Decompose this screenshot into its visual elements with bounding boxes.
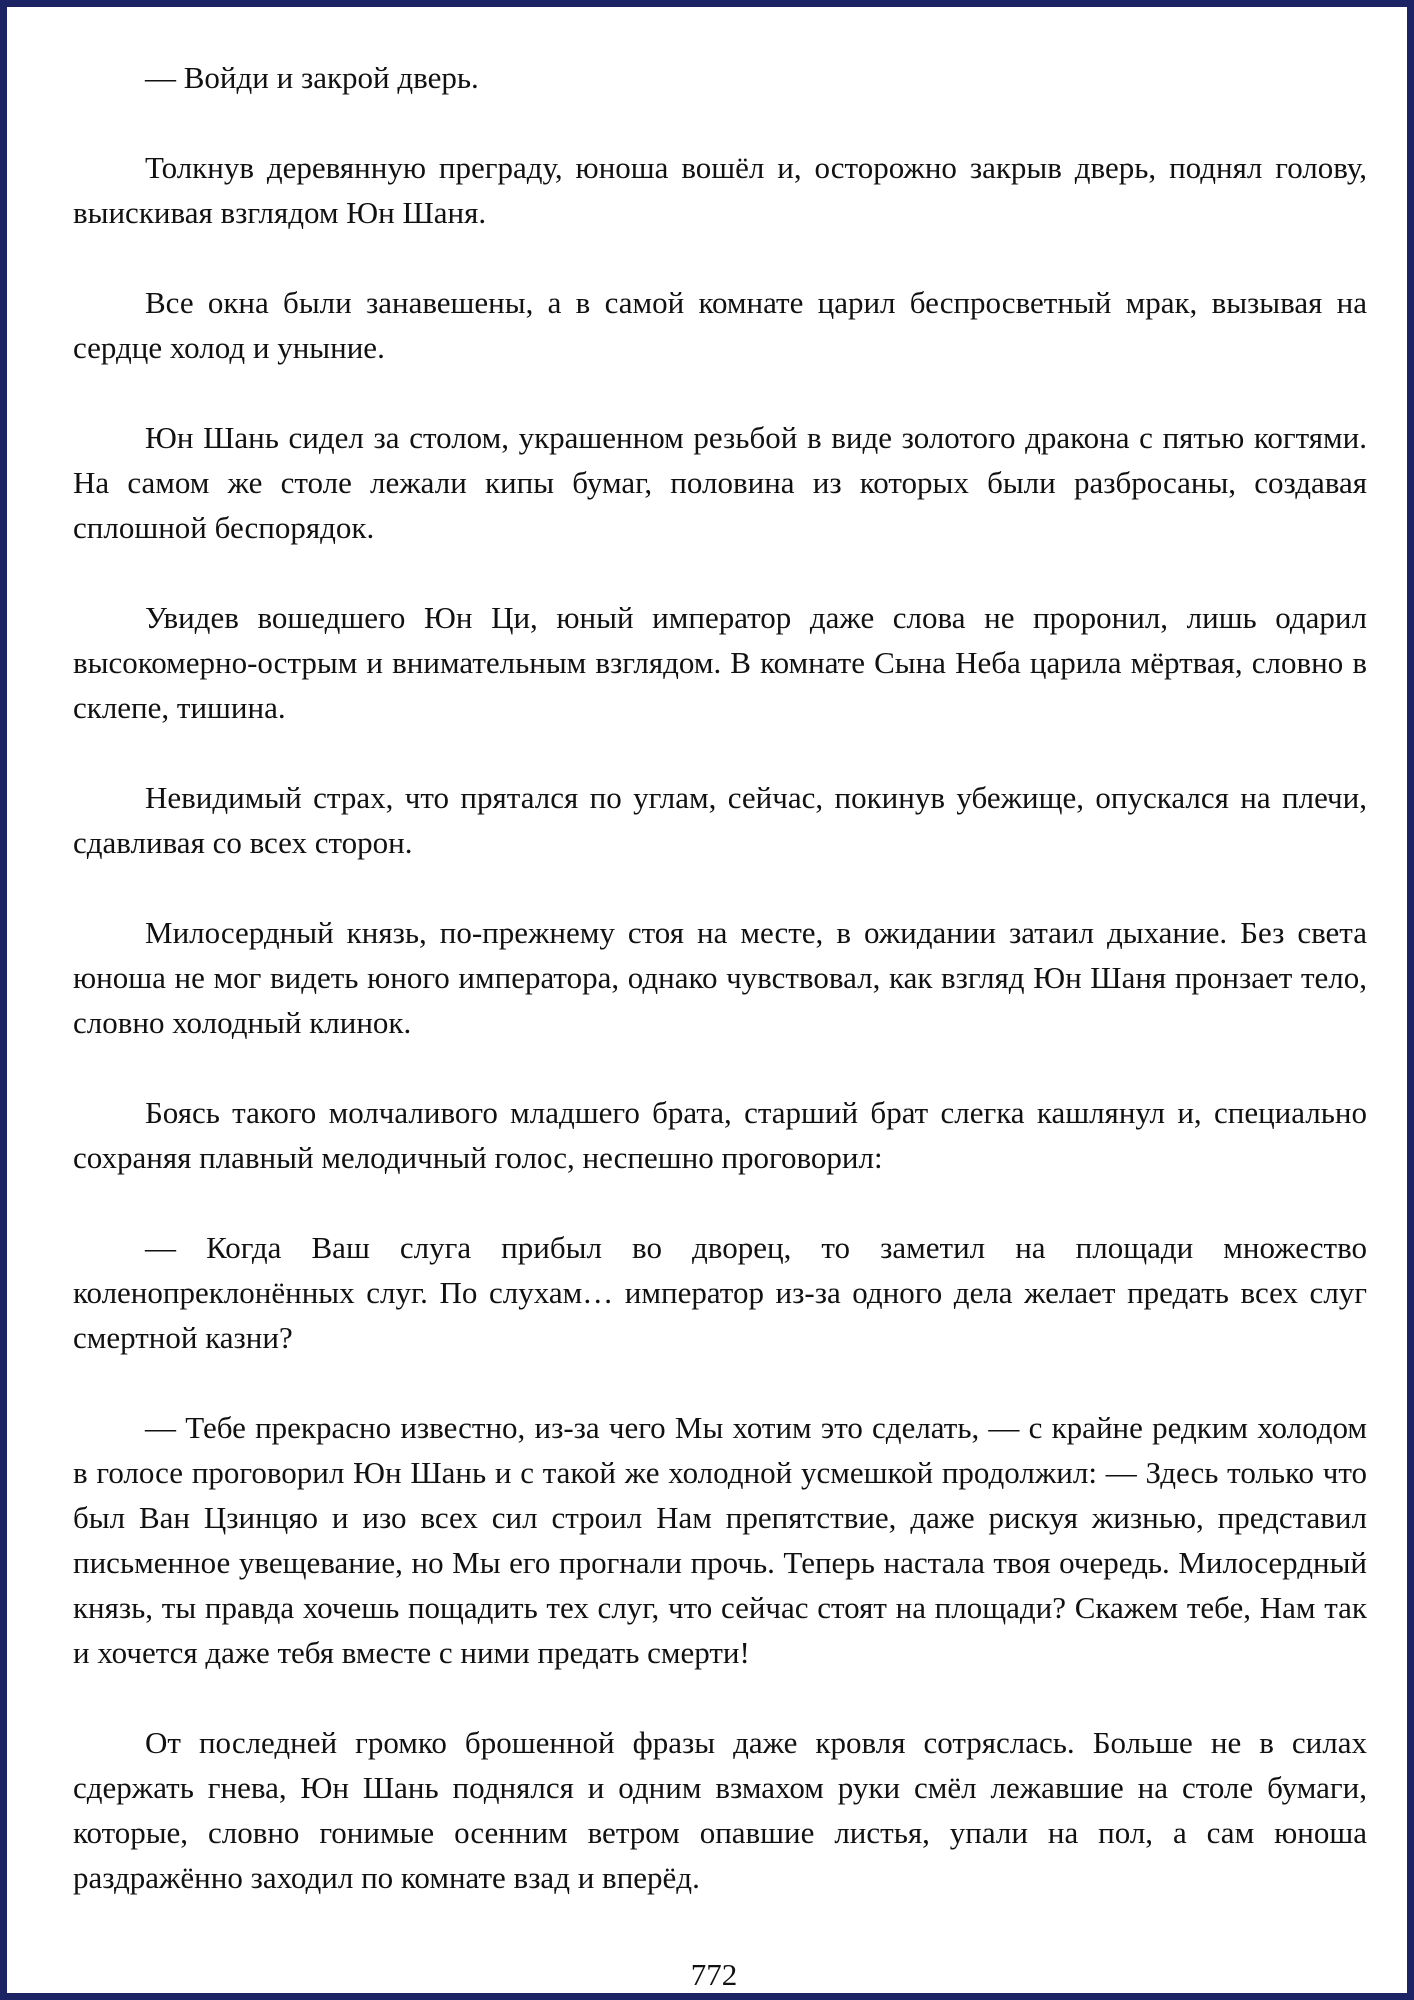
page-number: 772 xyxy=(690,1957,738,1992)
paragraph: — Войди и закрой дверь. xyxy=(145,60,479,95)
paragraph: Боясь такого молчаливого младшего брата, старший брат слегка кашлянул и, специально сохраняя плавный мелодичный голос, неспешно проговорил: xyxy=(73,1095,1367,1175)
paragraph: Толкнув деревянную преграду, юноша вошёл и, осторожно закрыв дверь, поднял голову, выискивая взглядом Юн Шаня. xyxy=(73,150,1367,230)
paragraph: — Когда Ваш слуга прибыл во дворец, то заметил на площади множество коленопреклонённых слуг. По слухам… император из-за одного дела желает предать всех слуг смертной казни? xyxy=(73,1230,1367,1355)
page-text xyxy=(73,55,1367,1900)
paragraph: Увидев вошедшего Юн Ци, юный император даже слова не проронил, лишь одарил высокомерно-острым и внимательным взглядом. В комнате Сына Неба царила мёртвая, словно в склепе, тишина. xyxy=(73,600,1367,725)
paragraph: Невидимый страх, что прятался по углам, сейчас, покинув убежище, опускался на плечи, сдавливая со всех сторон. xyxy=(73,780,1367,860)
paragraph: От последней громко брошенной фразы даже кровля сотряслась. Больше не в силах сдержать гнева, Юн Шань поднялся и одним взмахом руки смёл лежавшие на столе бумаги, которые, словно гонимые осенним ветром опавшие листья, упали на пол, а сам юноша раздражённо заходил по комнате взад и вперёд. xyxy=(73,1725,1367,1895)
paragraph: Юн Шань сидел за столом, украшенном резьбой в виде золотого дракона с пятью когтями. На самом же столе лежали кипы бумаг, половина из которых были разбросаны, создавая сплошной беспорядок. xyxy=(73,420,1367,545)
paragraph: Все окна были занавешены, а в самой комнате царил беспросветный мрак, вызывая на сердце холод и уныние. xyxy=(73,285,1367,365)
paragraph: — Тебе прекрасно известно, из-за чего Мы хотим это сделать, — с крайне редким холодом в голосе проговорил Юн Шань и с такой же холодной усмешкой продолжил: — Здесь только что был Ван Цзинцяо и изо всех сил строил Нам препятствие, даже рискуя жизнью, представил письменное увещевание, но Мы его прогнали прочь. Теперь настала твоя очередь. Милосердный князь, ты правда хочешь пощадить тех слуг, что сейчас стоят на площади? Скажем тебе, Нам так и хочется даже тебя вместе с ними предать смерти! xyxy=(73,1410,1367,1670)
paragraph: Милосердный князь, по-прежнему стоя на месте, в ожидании затаил дыхание. Без света юноша не мог видеть юного императора, однако чувствовал, как взгляд Юн Шаня пронзает тело, словно холодный клинок. xyxy=(73,915,1367,1040)
